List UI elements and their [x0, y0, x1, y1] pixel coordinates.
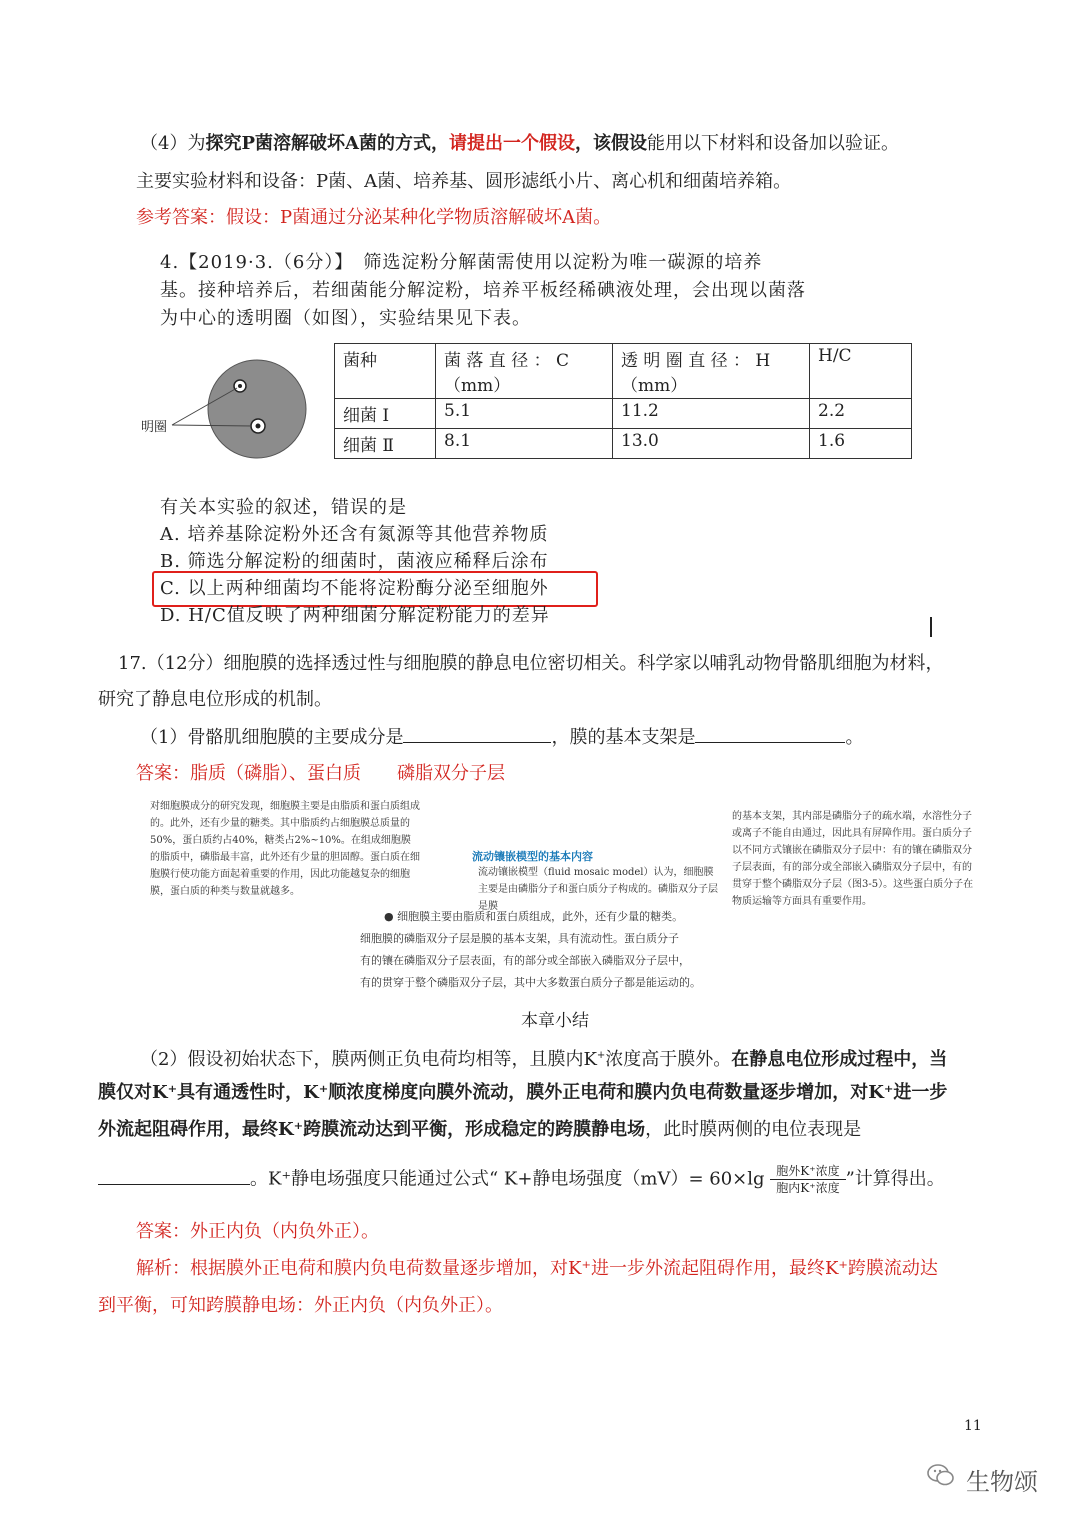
- table-cell: 1.6: [810, 429, 912, 459]
- textbook-mid-text: 流动镶嵌模型（fluid mosaic model）认为，细胞膜主要是由磷脂分子和蛋白质分子构成的。磷脂双分子层是膜: [478, 867, 718, 912]
- option-d: D. H/C值反映了两种细菌分解淀粉能力的差异: [160, 605, 550, 626]
- q17-analysis2: 到平衡，可知跨膜静电场：外正内负（内负外正）。: [98, 1295, 503, 1316]
- q17-p2-line4: [98, 1163, 945, 1196]
- q17-line1: 17.（12分）细胞膜的选择透过性与细胞膜的静息电位密切相关。科学家以哺乳动物骨骼肌细胞为材料，: [118, 653, 944, 674]
- results-table: [334, 343, 912, 459]
- option-b: B. 筛选分解淀粉的细菌时，菌液应稀释后涂布: [160, 551, 549, 572]
- option-c: C. 以上两种细菌均不能将淀粉酶分泌至细胞外: [160, 578, 549, 599]
- figure-label: 明圈: [141, 420, 168, 435]
- q17-answer2: 答案：外正内负（内负外正）。: [136, 1221, 379, 1242]
- table-cell: 13.0: [613, 429, 810, 459]
- q17-p1-text-c: 。: [845, 727, 864, 748]
- fraction-numerator: 胞外K⁺浓度: [770, 1163, 845, 1180]
- answer-blank-1[interactable]: [403, 724, 551, 743]
- table-row: [335, 429, 912, 459]
- wechat-icon: [926, 1462, 956, 1488]
- watermark: 生物颂: [966, 1468, 1038, 1496]
- q17-part1: [140, 724, 863, 751]
- textbook-left: 对细胞膜成分的研究发现，细胞膜主要是由脂质和蛋白质组成的。此外，还有少量的糖类。其中脂质约占细胞膜总质量的50%，蛋白质约占40%，糖类占2%~10%。在组成细胞膜的脂质中，磷脂最丰富，此外还有少量的胆固醇。蛋白质在细胞膜行使功能方面起着重要的作用，因此功能越复杂的细胞膜，蛋白质的种类与数量就越多。: [150, 801, 420, 897]
- q4-bold2: ，该假设: [574, 133, 647, 154]
- p2-bold-text: 外流起阻碍作用，最终K⁺跨膜流动达到平衡，形成稳定的跨膜静电场: [98, 1119, 646, 1140]
- answer-blank-2[interactable]: [695, 724, 845, 743]
- answer-blank-3[interactable]: [98, 1166, 250, 1185]
- formula-fraction: [770, 1163, 845, 1196]
- chapter-summary-caption: 本章小结: [521, 1011, 589, 1031]
- table-row: [335, 399, 912, 429]
- petri-dish-figure: [140, 352, 310, 472]
- textbook-summary: [360, 906, 701, 994]
- table-header: 菌种: [335, 344, 436, 399]
- q17-p1-text-a: （1）骨骼肌细胞膜的主要成分是: [140, 727, 404, 748]
- textbook-right: 的基本支架，其内部是磷脂分子的疏水端，水溶性分子或离子不能自由通过，因此具有屏障作用。蛋白质分子以不同方式镶嵌在磷脂双分子层中：有的镶在磷脂双分子层表面，有的部分或全部嵌入磷脂双分子层中，有的贯穿于整个磷脂双分子层（图3-5）。这些蛋白质分子在物质运输等方面具有重要作用。: [732, 811, 974, 907]
- q4-materials: 主要实验材料和设备：P菌、A菌、培养基、圆形滤纸小片、离心机和细菌培养箱。: [136, 171, 792, 192]
- table-cell: 11.2: [613, 399, 810, 429]
- table-cell: 细菌 Ⅰ: [335, 399, 436, 429]
- q4-line1: [140, 131, 899, 157]
- colony-2: [256, 424, 261, 429]
- q2019-line3: 为中心的透明圈（如图），实验结果见下表。: [160, 308, 531, 329]
- summary-line: 有的镶在磷脂双分子层表面，有的部分或全部嵌入磷脂双分子层中，: [360, 954, 690, 967]
- table-header: H/C: [810, 344, 912, 399]
- option-a: A. 培养基除淀粉外还含有氮源等其他营养物质: [160, 524, 549, 545]
- table-cell: 2.2: [810, 399, 912, 429]
- q17-p2-line1: （2）假设初始状态下，膜两侧正负电荷均相等，且膜内K+浓度高于膜外。在静息电位形成过程中，当: [140, 1049, 948, 1070]
- q2019-stem: 有关本实验的叙述，错误的是: [160, 497, 407, 518]
- page-number: 11: [964, 1418, 982, 1434]
- q17-p2-line2: 膜仅对K⁺具有通透性时，K⁺顺浓度梯度向膜外流动，膜外正电荷和膜内负电荷数量逐步增加，对K⁺进一步: [98, 1082, 948, 1103]
- p2-text: （2）假设初始状态下，膜两侧正负电荷均相等，且膜内K: [140, 1049, 597, 1070]
- summary-line: 细胞膜的磷脂双分子层是膜的基本支架，具有流动性。蛋白质分子: [360, 932, 679, 945]
- q17-p2-line3: [98, 1117, 861, 1143]
- summary-line: 有的贯穿于整个磷脂双分子层，其中大多数蛋白质分子都是能运动的。: [360, 976, 701, 989]
- textbook-mid-title: 流动镶嵌模型的基本内容: [472, 850, 593, 863]
- p2-formula-text: 。K⁺静电场强度只能通过公式“ K+静电场强度（mV）= 60×lg: [250, 1168, 765, 1190]
- q2019-line1: 4.【2019·3.（6分）】 筛选淀粉分解菌需使用以淀粉为唯一碳源的培养: [160, 252, 763, 273]
- q4-red-hypothesis: 请提出一个假设: [448, 133, 575, 154]
- q17-analysis1: 解析：根据膜外正电荷和膜内负电荷数量逐步增加，对K⁺进一步外流起阻碍作用，最终K⁺跨膜流动达: [136, 1258, 938, 1279]
- q17-line2: 研究了静息电位形成的机制。: [98, 689, 332, 710]
- table-cell: 细菌 Ⅱ: [335, 429, 436, 459]
- table-header: 透 明 圈 直 径 ： H（mm）: [613, 344, 810, 399]
- fraction-denominator: 胞内K⁺浓度: [776, 1181, 840, 1195]
- p2-text: ，此时膜两侧的电位表现是: [645, 1119, 862, 1140]
- table-cell: 5.1: [436, 399, 613, 429]
- p2-formula-end: ”计算得出。: [845, 1168, 945, 1190]
- colony-1: [238, 384, 242, 388]
- q4-rest: 能用以下材料和设备加以验证。: [646, 133, 899, 154]
- q17-answer1: 答案：脂质（磷脂）、蛋白质 磷脂双分子层: [136, 763, 505, 784]
- summary-line: ● 细胞膜主要由脂质和蛋白质组成，此外，还有少量的糖类。: [384, 910, 684, 923]
- table-cell: 8.1: [436, 429, 613, 459]
- q4-bold1: 探究P菌溶解破坏A菌的方式，: [205, 133, 449, 154]
- p2-bold-text: 在静息电位形成过程中，当: [731, 1049, 948, 1070]
- q4-prefix: （4）为: [140, 133, 206, 154]
- q17-p1-text-b: ，膜的基本支架是: [551, 727, 696, 748]
- q2019-line2: 基。接种培养后，若细菌能分解淀粉，培养平板经稀碘液处理，会出现以菌落: [160, 280, 806, 301]
- petri-dish: [208, 360, 306, 458]
- p2-text: 浓度高于膜外。: [605, 1049, 732, 1070]
- q4-answer: 参考答案：假设：P菌通过分泌某种化学物质溶解破坏A菌。: [136, 207, 612, 228]
- table-header: 菌 落 直 径 ： C（mm）: [436, 344, 613, 399]
- text-cursor: [930, 617, 932, 637]
- table-header-row: [335, 344, 912, 399]
